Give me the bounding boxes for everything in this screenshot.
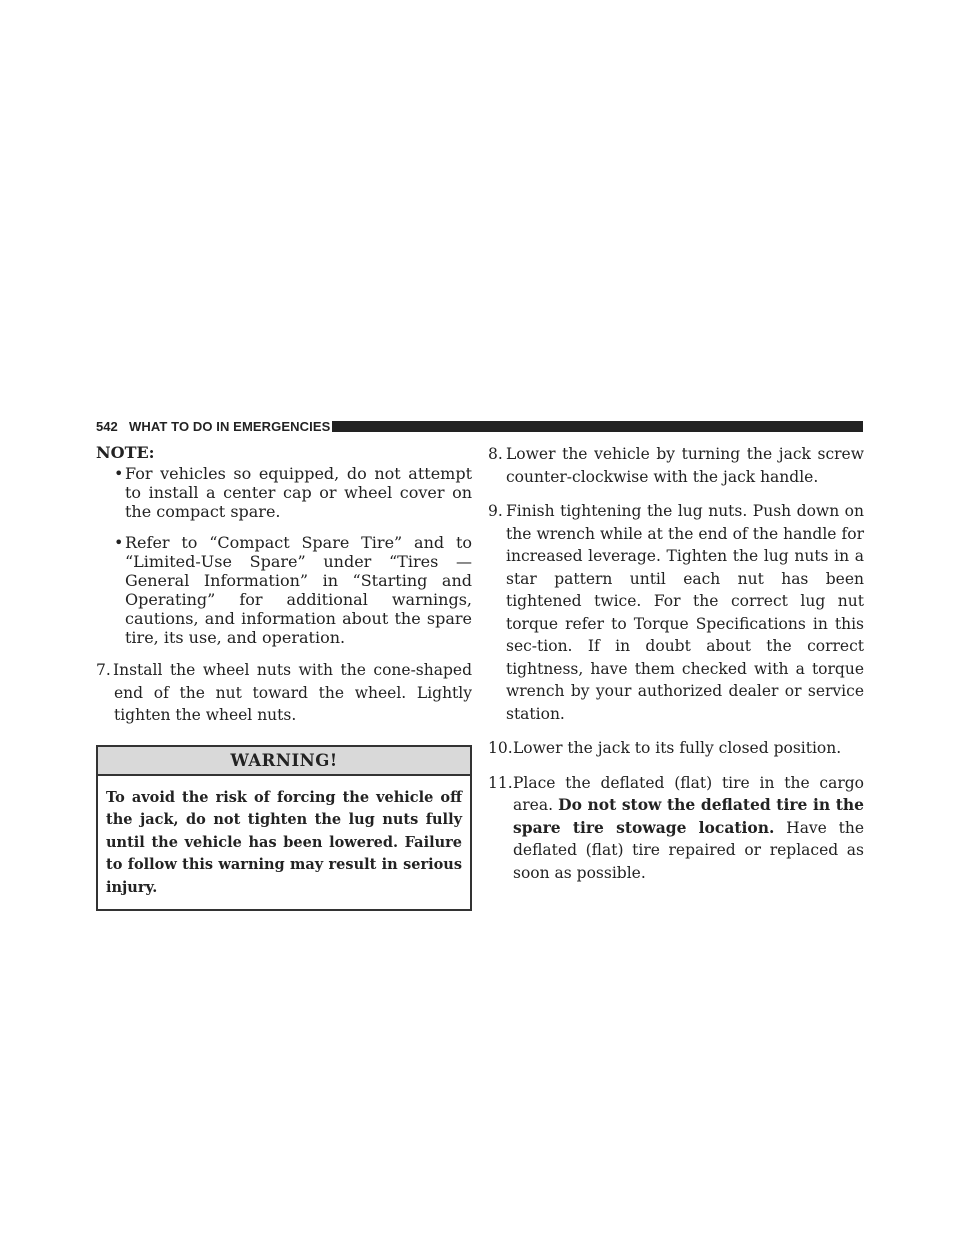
warning-title: WARNING! (98, 747, 470, 776)
left-column (96, 443, 472, 911)
step-text-plain: Have the deflated (flat) tire repaired or replaced as soon as possible. (513, 818, 864, 882)
step-text (513, 772, 864, 885)
step-item-8 (488, 443, 864, 488)
section-title: WHAT TO DO IN EMERGENCIES (129, 419, 331, 434)
note-bullet (96, 464, 472, 521)
step-text: Install the wheel nuts with the cone-shaped end of the nut toward the wheel. Lightly tighten the wheel nuts. (113, 661, 472, 724)
step-number: 10. (488, 739, 513, 757)
step-item-7 (96, 659, 472, 727)
bullet-dot-icon: • (114, 464, 124, 483)
step-text: Lower the vehicle by turning the jack screw counter-clockwise with the jack handle. (506, 445, 864, 486)
step-number: 11. (488, 773, 513, 792)
bullet-dot-icon: • (114, 533, 124, 552)
step-number: 8. (488, 445, 503, 463)
step-text: Lower the jack to its fully closed position. (513, 739, 842, 757)
note-bullet (96, 533, 472, 647)
step-number: 7. (96, 661, 111, 679)
step-item-9 (488, 500, 864, 725)
page-number: 542 (96, 419, 118, 434)
step-text: Finish tightening the lug nuts. Push down on the wrench while at the end of the handle for increased leverage. Tighten the lug nuts in a star pattern until each nut has been tightened twice. For the correct lug nut torque refer to Torque Specifications in this sec-tion. If in doubt about the correct tightness, have them checked with a torque wrench by your authorized dealer or service station. (506, 502, 864, 723)
step-text-bold: Do not stow the deflated tire in the spare tire stowage location. (513, 795, 864, 837)
note-bullet-text: For vehicles so equipped, do not attempt to install a center cap or wheel cover on the compact spare. (125, 464, 472, 521)
page-header (96, 419, 863, 435)
header-rule (332, 421, 863, 432)
warning-body: To avoid the risk of forcing the vehicle off the jack, do not tighten the lug nuts fully until the vehicle has been lowered. Failure to follow this warning may result in serious injury. (106, 788, 462, 896)
step-item-11 (488, 772, 864, 885)
step-text-plain: Place the deflated (flat) tire in the cargo area. (513, 773, 864, 814)
note-title: NOTE: (96, 443, 155, 462)
step-item-10 (488, 737, 864, 760)
warning-box (96, 745, 472, 912)
note-bullet-text: Refer to “Compact Spare Tire” and to “Limited-Use Spare” under “Tires — General Information” in “Starting and Operating” for additional warnings, cautions, and information about the spare tire, its use, and operation. (125, 533, 472, 647)
step-number: 9. (488, 502, 503, 520)
right-column (488, 443, 864, 896)
